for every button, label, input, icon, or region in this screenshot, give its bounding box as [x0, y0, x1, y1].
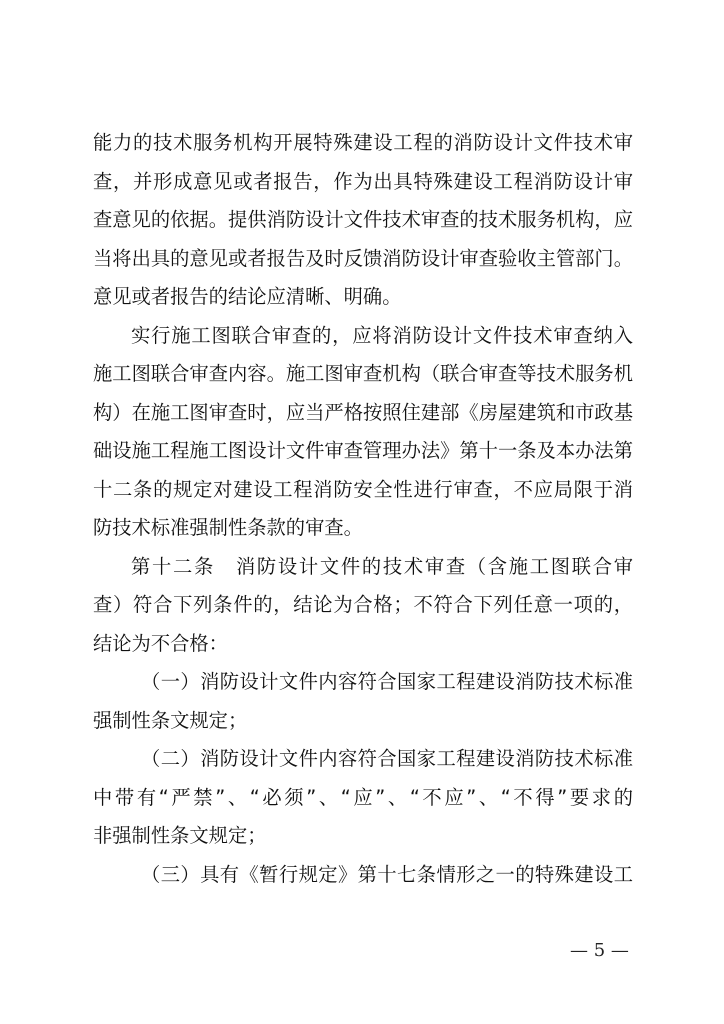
list-item-1-line-2: 强制性条文规定； [93, 708, 248, 732]
text-line-11: 防技术标准强制性条款的审查。 [93, 516, 363, 539]
text-line-13: 查）符合下列条件的，结论为合格；不符合下列任意一项的， [93, 593, 633, 616]
text-line-14: 结论为不合格： [93, 631, 228, 655]
list-item-1-line-1: （一）消防设计文件内容符合国家工程建设消防技术标准 [141, 670, 633, 693]
list-item-2-line-2: 中带有“严禁”、“必须”、“应”、“不应”、“不得”要求的 [93, 785, 633, 809]
text-line-5: 意见或者报告的结论应清晰、明确。 [93, 285, 402, 308]
text-line-1: 能力的技术服务机构开展特殊建设工程的消防设计文件技术审 [93, 131, 633, 154]
text-line-3: 查意见的依据。提供消防设计文件技术审查的技术服务机构，应 [93, 208, 633, 231]
text-line-7: 施工图联合审查内容。施工图审查机构（联合审查等技术服务机 [93, 362, 633, 385]
body-text [93, 124, 633, 894]
text-line-10: 十二条的规定对建设工程消防安全性进行审查，不应局限于消 [93, 477, 633, 501]
list-item-3-line-1: （三）具有《暂行规定》第十七条情形之一的特殊建设工 [141, 862, 633, 886]
text-line-4: 当将出具的意见或者报告及时反馈消防设计审查验收主管部门。 [93, 246, 633, 270]
text-line-9: 础设施工程施工图设计文件审查管理办法》第十一条及本办法第 [93, 439, 633, 462]
page-number: — 5 — [570, 940, 629, 961]
article-12-heading-line: 第十二条 消防设计文件的技术审查（含施工图联合审 [131, 554, 633, 578]
list-item-2-line-1: （二）消防设计文件内容符合国家工程建设消防技术标准 [141, 747, 633, 770]
text-line-2: 查，并形成意见或者报告，作为出具特殊建设工程消防设计审 [93, 169, 633, 193]
text-line-8: 构）在施工图审查时，应当严格按照住建部《房屋建筑和市政基 [93, 400, 633, 424]
text-line-6: 实行施工图联合审查的，应将消防设计文件技术审查纳入 [131, 323, 633, 347]
list-item-2-line-3: 非强制性条文规定； [93, 824, 267, 847]
